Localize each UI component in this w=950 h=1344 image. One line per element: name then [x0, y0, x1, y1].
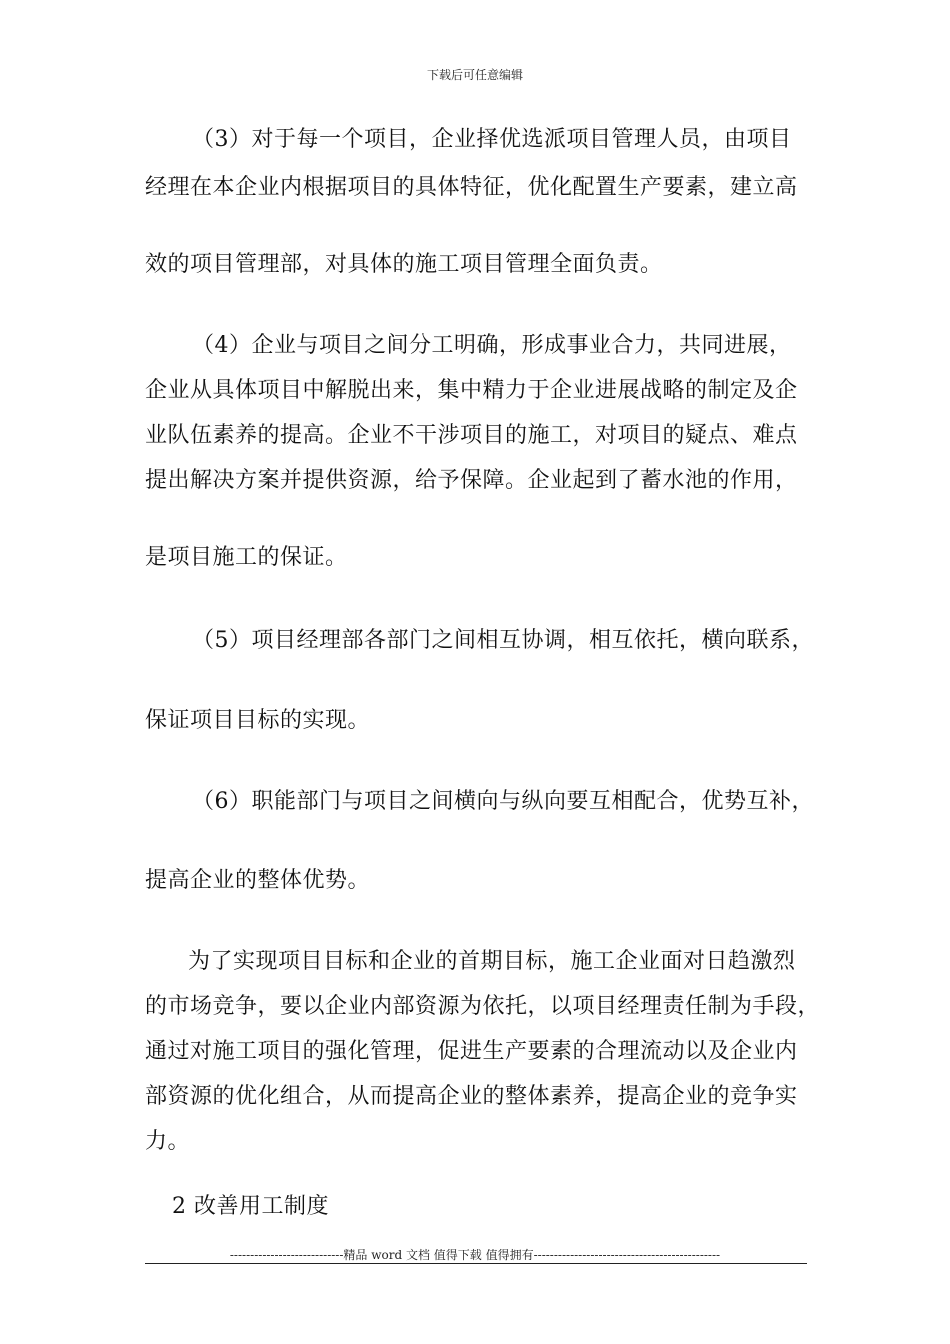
- paragraph-4-line-4: 提出解决方案并提供资源，给予保障。企业起到了蓄水池的作用，: [145, 468, 798, 493]
- paragraph-7-line-4: 部资源的优化组合，从而提高企业的整体素养，提高企业的竞争实: [145, 1084, 798, 1109]
- paragraph-4-line-5: 是项目施工的保证。: [145, 545, 348, 570]
- page-footer: ----------------------------精品 word 文档 值得下载 值得拥有----------------------------------------------: [229, 1248, 721, 1262]
- paragraph-7-line-5: 力。: [145, 1129, 191, 1154]
- paragraph-5-line-1: （5）项目经理部各部门之间相互协调，相互依托，横向联系，: [192, 628, 814, 653]
- paragraph-6-line-2: 提高企业的整体优势。: [145, 868, 371, 893]
- paragraph-3-line-1: （3）对于每一个项目，企业择优选派项目管理人员，由项目: [192, 127, 792, 152]
- paragraph-4-line-1: （4）企业与项目之间分工明确，形成事业合力，共同进展，: [192, 333, 792, 358]
- paragraph-5-line-2: 保证项目目标的实现。: [145, 708, 371, 733]
- paragraph-7-line-2: 的市场竞争，要以企业内部资源为依托，以项目经理责任制为手段，: [145, 994, 821, 1019]
- paragraph-6-line-1: （6）职能部门与项目之间横向与纵向要互相配合，优势互补，: [192, 789, 814, 814]
- paragraph-4-line-2: 企业从具体项目中解脱出来，集中精力于企业进展战略的制定及企: [145, 378, 798, 403]
- paragraph-3-line-2: 经理在本企业内根据项目的具体特征，优化配置生产要素，建立高: [145, 175, 798, 200]
- paragraph-3-line-3: 效的项目管理部，对具体的施工项目管理全面负责。: [145, 252, 663, 277]
- page-header: 下载后可任意编辑: [426, 68, 523, 82]
- paragraph-4-line-3: 业队伍素养的提高。企业不干涉项目的施工，对项目的疑点、难点: [145, 423, 798, 448]
- section-heading: 2 改善用工制度: [172, 1194, 329, 1219]
- footer-divider: [145, 1263, 807, 1264]
- paragraph-7-line-3: 通过对施工项目的强化管理，促进生产要素的合理流动以及企业内: [145, 1039, 798, 1064]
- paragraph-7-line-1: 为了实现项目目标和企业的首期目标，施工企业面对日趋激烈: [188, 949, 796, 974]
